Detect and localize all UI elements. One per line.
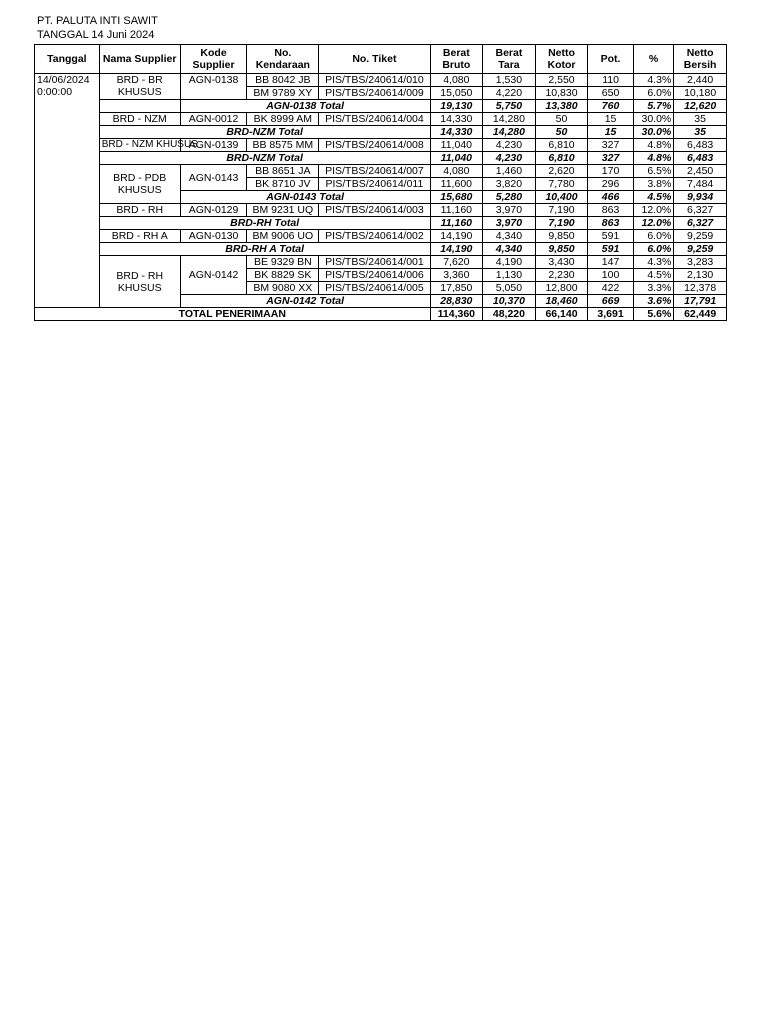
gross-weight: 11,160 (430, 204, 483, 217)
subtotal-row (35, 243, 727, 256)
supplier-name: BRD - PDB KHUSUS (99, 165, 180, 204)
subtotal-row (35, 152, 727, 165)
ticket-no: PIS/TBS/240614/007 (319, 165, 430, 178)
date-cell (35, 74, 100, 308)
vehicle-no: BE 9329 BN (247, 256, 319, 269)
vehicle-no: BK 8710 JV (247, 178, 319, 191)
tare-weight: 5,280 (483, 191, 536, 204)
percent: 30.0% (633, 113, 673, 126)
ticket-no: PIS/TBS/240614/005 (319, 282, 430, 295)
subtotal-row (35, 217, 727, 230)
grand-total-label: TOTAL PENERIMAAN (35, 308, 431, 321)
deduction: 863 (588, 204, 634, 217)
tare-weight: 10,370 (483, 295, 536, 308)
subtotal-label: AGN-0142 Total (180, 295, 430, 308)
gross-weight: 17,850 (430, 282, 483, 295)
net-gross: 10,830 (535, 87, 588, 100)
gross-weight: 11,160 (430, 217, 483, 230)
subtotal-label: BRD-RH A Total (99, 243, 430, 256)
percent: 4.3% (633, 74, 673, 87)
net-gross: 50 (535, 113, 588, 126)
deduction: 3,691 (588, 308, 634, 321)
net-clean: 2,450 (674, 165, 727, 178)
col-kode-supplier: Kode Supplier (180, 45, 247, 74)
percent: 5.7% (633, 100, 673, 113)
deduction: 591 (588, 243, 634, 256)
net-gross: 3,430 (535, 256, 588, 269)
deduction: 591 (588, 230, 634, 243)
col-no-kendaraan: No. Kendaraan (247, 45, 319, 74)
net-clean: 2,440 (674, 74, 727, 87)
col-no-tiket: No. Tiket (319, 45, 430, 74)
gross-weight: 3,360 (430, 269, 483, 282)
net-clean: 12,378 (674, 282, 727, 295)
supplier-code: AGN-0130 (180, 230, 247, 243)
percent: 4.8% (633, 139, 673, 152)
deduction: 669 (588, 295, 634, 308)
gross-weight: 4,080 (430, 74, 483, 87)
net-clean: 6,483 (674, 139, 727, 152)
gross-weight: 11,040 (430, 152, 483, 165)
net-clean: 6,327 (674, 217, 727, 230)
vehicle-no: BM 9080 XX (247, 282, 319, 295)
gross-weight: 7,620 (430, 256, 483, 269)
percent: 6.5% (633, 165, 673, 178)
supplier-name: BRD - NZM KHUSUS (99, 139, 180, 152)
vehicle-no: BM 9231 UQ (247, 204, 319, 217)
tare-weight: 4,340 (483, 230, 536, 243)
percent: 6.0% (633, 230, 673, 243)
supplier-code: AGN-0143 (180, 165, 247, 191)
deduction: 296 (588, 178, 634, 191)
supplier-code: AGN-0142 (180, 256, 247, 295)
deduction: 147 (588, 256, 634, 269)
tare-weight: 4,230 (483, 152, 536, 165)
gross-weight: 11,040 (430, 139, 483, 152)
deduction: 327 (588, 152, 634, 165)
subtotal-label: BRD-NZM Total (99, 126, 430, 139)
tare-weight: 3,820 (483, 178, 536, 191)
col-tanggal: Tanggal (35, 45, 100, 74)
net-clean: 12,620 (674, 100, 727, 113)
net-clean: 62,449 (674, 308, 727, 321)
receipt-table (34, 44, 727, 321)
net-gross: 7,190 (535, 217, 588, 230)
deduction: 15 (588, 113, 634, 126)
tare-weight: 4,220 (483, 87, 536, 100)
supplier-code: AGN-0012 (180, 113, 247, 126)
subtotal-row (35, 100, 727, 113)
ticket-no: PIS/TBS/240614/004 (319, 113, 430, 126)
deduction: 170 (588, 165, 634, 178)
col-berat-tara: Berat Tara (483, 45, 536, 74)
supplier-code: AGN-0139 (180, 139, 247, 152)
net-gross: 50 (535, 126, 588, 139)
subtotal-label: AGN-0143 Total (180, 191, 430, 204)
table-row (35, 165, 727, 178)
net-gross: 12,800 (535, 282, 588, 295)
net-gross: 13,380 (535, 100, 588, 113)
net-gross: 66,140 (535, 308, 588, 321)
deduction: 760 (588, 100, 634, 113)
tare-weight: 5,050 (483, 282, 536, 295)
ticket-no: PIS/TBS/240614/008 (319, 139, 430, 152)
table-row (35, 256, 727, 269)
table-row (35, 113, 727, 126)
net-gross: 6,810 (535, 152, 588, 165)
table-row (35, 230, 727, 243)
deduction: 422 (588, 282, 634, 295)
company-name: PT. PALUTA INTI SAWIT (37, 15, 158, 27)
deduction: 650 (588, 87, 634, 100)
supplier-name: BRD - NZM (99, 113, 180, 126)
gross-weight: 28,830 (430, 295, 483, 308)
net-gross: 7,190 (535, 204, 588, 217)
col-netto-kotor: Netto Kotor (535, 45, 588, 74)
tare-weight: 3,970 (483, 217, 536, 230)
vehicle-no: BB 8651 JA (247, 165, 319, 178)
deduction: 15 (588, 126, 634, 139)
gross-weight: 4,080 (430, 165, 483, 178)
tare-weight: 4,340 (483, 243, 536, 256)
net-clean: 35 (674, 126, 727, 139)
gross-weight: 14,330 (430, 126, 483, 139)
gross-weight: 19,130 (430, 100, 483, 113)
percent: 4.3% (633, 256, 673, 269)
percent: 4.5% (633, 191, 673, 204)
percent: 4.5% (633, 269, 673, 282)
deduction: 327 (588, 139, 634, 152)
net-clean: 35 (674, 113, 727, 126)
time-value: 0:00:00 (37, 86, 73, 98)
vehicle-no: BB 8575 MM (247, 139, 319, 152)
table-row (35, 139, 727, 152)
net-gross: 7,780 (535, 178, 588, 191)
grand-total-row (35, 308, 727, 321)
ticket-no: PIS/TBS/240614/003 (319, 204, 430, 217)
tare-weight: 14,280 (483, 113, 536, 126)
net-gross: 2,620 (535, 165, 588, 178)
supplier-name: BRD - RH A (99, 230, 180, 243)
gross-weight: 114,360 (430, 308, 483, 321)
supplier-code: AGN-0129 (180, 204, 247, 217)
percent: 4.8% (633, 152, 673, 165)
tare-weight: 4,230 (483, 139, 536, 152)
tare-weight: 5,750 (483, 100, 536, 113)
percent: 3.3% (633, 282, 673, 295)
gross-weight: 15,050 (430, 87, 483, 100)
ticket-no: PIS/TBS/240614/006 (319, 269, 430, 282)
net-clean: 9,934 (674, 191, 727, 204)
gross-weight: 15,680 (430, 191, 483, 204)
net-clean: 3,283 (674, 256, 727, 269)
table-header (35, 45, 727, 74)
supplier-code: AGN-0138 (180, 74, 247, 100)
net-gross: 18,460 (535, 295, 588, 308)
deduction: 863 (588, 217, 634, 230)
net-clean: 6,483 (674, 152, 727, 165)
vehicle-no: BB 8042 JB (247, 74, 319, 87)
supplier-name: BRD - RH KHUSUS (99, 256, 180, 308)
gross-weight: 14,190 (430, 243, 483, 256)
gross-weight: 14,330 (430, 113, 483, 126)
net-clean: 9,259 (674, 243, 727, 256)
vehicle-no: BM 9789 XY (247, 87, 319, 100)
ticket-no: PIS/TBS/240614/001 (319, 256, 430, 269)
tare-weight: 1,460 (483, 165, 536, 178)
ticket-no: PIS/TBS/240614/002 (319, 230, 430, 243)
tare-weight: 4,190 (483, 256, 536, 269)
date-value: 14/06/2024 (37, 74, 90, 86)
subtotal-label: AGN-0138 Total (180, 100, 430, 113)
percent: 30.0% (633, 126, 673, 139)
tare-weight: 14,280 (483, 126, 536, 139)
ticket-no: PIS/TBS/240614/009 (319, 87, 430, 100)
subtotal-label: BRD-NZM Total (99, 152, 430, 165)
net-clean: 2,130 (674, 269, 727, 282)
subtotal-row (35, 126, 727, 139)
gross-weight: 14,190 (430, 230, 483, 243)
tare-weight: 48,220 (483, 308, 536, 321)
col-netto-bersih: Netto Bersih (674, 45, 727, 74)
net-gross: 2,550 (535, 74, 588, 87)
net-clean: 10,180 (674, 87, 727, 100)
tare-weight: 3,970 (483, 204, 536, 217)
deduction: 110 (588, 74, 634, 87)
percent: 5.6% (633, 308, 673, 321)
gross-weight: 11,600 (430, 178, 483, 191)
vehicle-no: BK 8829 SK (247, 269, 319, 282)
percent: 6.0% (633, 243, 673, 256)
net-clean: 9,259 (674, 230, 727, 243)
deduction: 466 (588, 191, 634, 204)
table-row (35, 204, 727, 217)
net-gross: 9,850 (535, 230, 588, 243)
net-clean: 7,484 (674, 178, 727, 191)
col-percent: % (633, 45, 673, 74)
col-nama-supplier: Nama Supplier (99, 45, 180, 74)
net-gross: 2,230 (535, 269, 588, 282)
ticket-no: PIS/TBS/240614/011 (319, 178, 430, 191)
vehicle-no: BK 8999 AM (247, 113, 319, 126)
net-gross: 9,850 (535, 243, 588, 256)
subtotal-label: BRD-RH Total (99, 217, 430, 230)
net-clean: 6,327 (674, 204, 727, 217)
percent: 12.0% (633, 204, 673, 217)
deduction: 100 (588, 269, 634, 282)
net-gross: 10,400 (535, 191, 588, 204)
tare-weight: 1,530 (483, 74, 536, 87)
net-clean: 17,791 (674, 295, 727, 308)
col-pot: Pot. (588, 45, 634, 74)
col-berat-bruto: Berat Bruto (430, 45, 483, 74)
report-date: TANGGAL 14 Juni 2024 (37, 29, 155, 41)
percent: 3.6% (633, 295, 673, 308)
net-gross: 6,810 (535, 139, 588, 152)
supplier-name: BRD - BR KHUSUS (99, 74, 180, 100)
percent: 3.8% (633, 178, 673, 191)
tare-weight: 1,130 (483, 269, 536, 282)
supplier-name: BRD - RH (99, 204, 180, 217)
percent: 12.0% (633, 217, 673, 230)
vehicle-no: BM 9006 UO (247, 230, 319, 243)
percent: 6.0% (633, 87, 673, 100)
ticket-no: PIS/TBS/240614/010 (319, 74, 430, 87)
table-row (35, 74, 727, 87)
